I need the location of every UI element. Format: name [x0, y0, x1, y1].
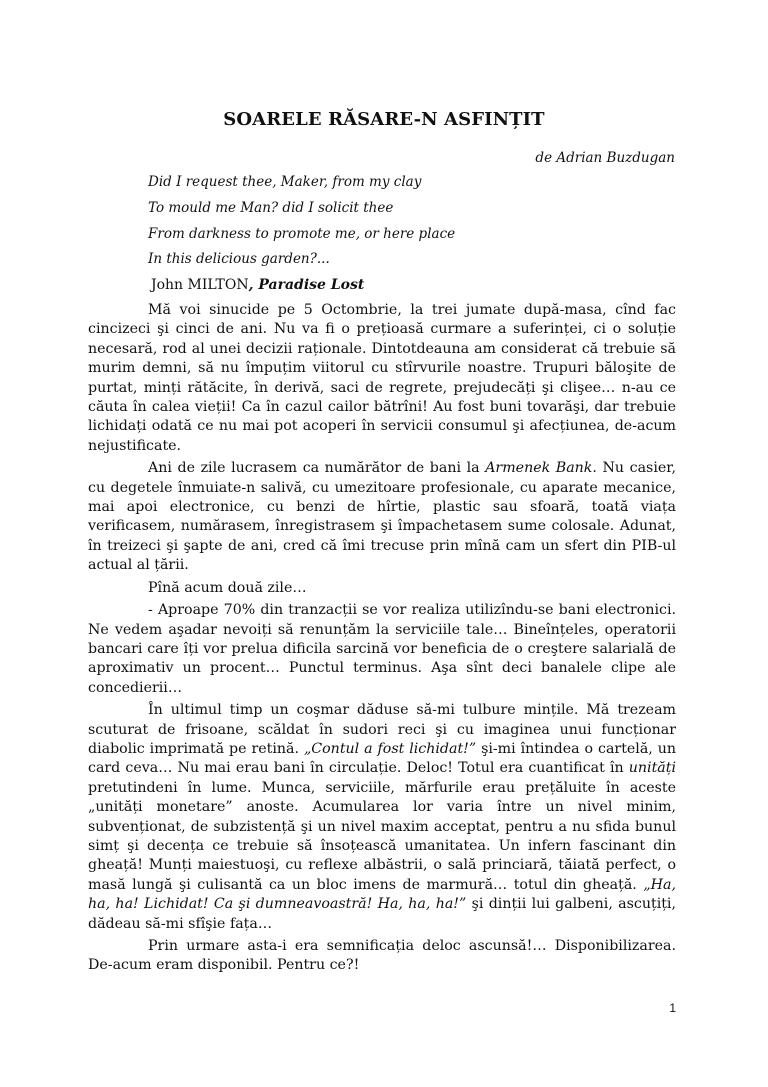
paragraph-6: Prin urmare asta-i era semnificația deloc ascunsă!… Disponibilizarea. De-acum eram disponibil. Pentru ce?!	[88, 938, 676, 974]
epigraph-author: John MILTON	[151, 277, 249, 293]
page-number: 1	[669, 1001, 676, 1015]
paragraph-5-text-b: şi-mi întindea o cartelă, un card ceva… Nu mai erau bani în circulație. Deloc! Totul era cuantificat în	[88, 740, 677, 777]
epigraph-work: , Paradise Lost	[248, 277, 365, 293]
term-units: unități	[628, 760, 676, 777]
epigraph-line-2: To mould me Man? did I solicit thee	[148, 200, 394, 216]
epigraph-line-1: Did I request thee, Maker, from my clay	[148, 174, 422, 190]
epigraph-line-4: In this delicious garden?...	[148, 251, 330, 267]
paragraph-5-text-d: şi dinții lui galbeni, ascuțiți, dădeau să-mi sfîşie fața…	[88, 896, 676, 932]
quote-account-closed: „Contul a fost lichidat!”	[303, 740, 477, 757]
quote-laughter: „Ha, ha, ha! Lichidat! Ca şi dumneavoastră! Ha, ha, ha!”	[88, 876, 676, 913]
paragraph-2-text-b: . Nu casier, cu degetele înmuiate-n salivă, cu umezitoare profesionale, cu aparate mecanice, mai apoi electronice, cu benzi de hîrtie, plastic sau sfoară, toată viața verificasem, numărasem, înregistrasem şi împachetasem sume colosale. Adunat, în treizeci şi şapte de ani, cred că îmi trecuse prin mînă cam un sfert din PIB-ul actual al țării.	[88, 460, 676, 574]
paragraph-4: - Aproape 70% din tranzacții se vor realiza utilizîndu-se bani electronici. Ne vedem aşadar nevoiți să renunțăm la serviciile tale… Bineînțeles, operatorii bancari care îți vor prelua dificila sarcină vor beneficia de o creştere salarială de aproximativ un procent… Punctul terminus. Aşa sînt deci banalele clipe ale concedierii…	[88, 602, 676, 696]
epigraph-line-3: From darkness to promote me, or here place	[148, 226, 456, 242]
author-byline: de Adrian Buzdugan	[535, 150, 675, 166]
document-title: SOARELE RĂSARE-N ASFINȚIT	[223, 109, 545, 130]
document-body	[88, 301, 676, 979]
paragraph-2	[88, 459, 676, 575]
paragraph-2-text-a: Ani de zile lucrasem ca numărător de bani la	[148, 460, 486, 477]
paragraph-5	[88, 701, 676, 934]
paragraph-5-text-a: În ultimul timp un coşmar dăduse să-mi tulbure mințile. Mă trezeam scuturat de frisoane, scăldat în sudori reci şi cu imaginea unui funcționar diabolic imprimată pe retină.	[88, 702, 676, 757]
paragraph-5-text-c: pretutindeni în lume. Munca, serviciile, mărfurile erau prețăluite în aceste „unități monetare” anoste. Acumularea lor varia între un nivel minim, subvenționat, de subzistență şi un nivel maxim acceptat, pentru a nu sfida bunul simț şi decența ce trebuie să însoțească umanitatea. Un infern fascinant din gheață! Munți maiestuoşi, cu reflexe albăstrii, o sală princiară, tăiată perfect, o masă lungă şi culisantă ca un bloc imens de marmură… totul din gheață.	[88, 779, 676, 893]
paragraph-1: Mă voi sinucide pe 5 Octombrie, la trei jumate după-masa, cînd fac cincizeci şi cinci de ani. Nu va fi o prețioasă curmare a suferinței, ci o soluție necesară, rod al unei decizii raționale. Dintotdeauna am considerat că trebuie să murim demni, să nu împuțim viitorul cu stîrvurile noastre. Trupuri băloşite de purtat, minți rătăcite, în derivă, saci de regrete, prejudecăți şi clişee… n-au ce căuta în calea vieții! Ca în cazul cailor bătrîni! Au fost buni tovarăşi, dar trebuie lichidați odată ce nu mai pot acoperi în servicii consumul şi afecțiunea, de-acum nejustificate.	[88, 302, 676, 454]
bank-name: Armenek Bank	[485, 460, 593, 477]
epigraph-attribution	[151, 277, 364, 293]
paragraph-3: Pînă acum două zile…	[148, 579, 307, 596]
